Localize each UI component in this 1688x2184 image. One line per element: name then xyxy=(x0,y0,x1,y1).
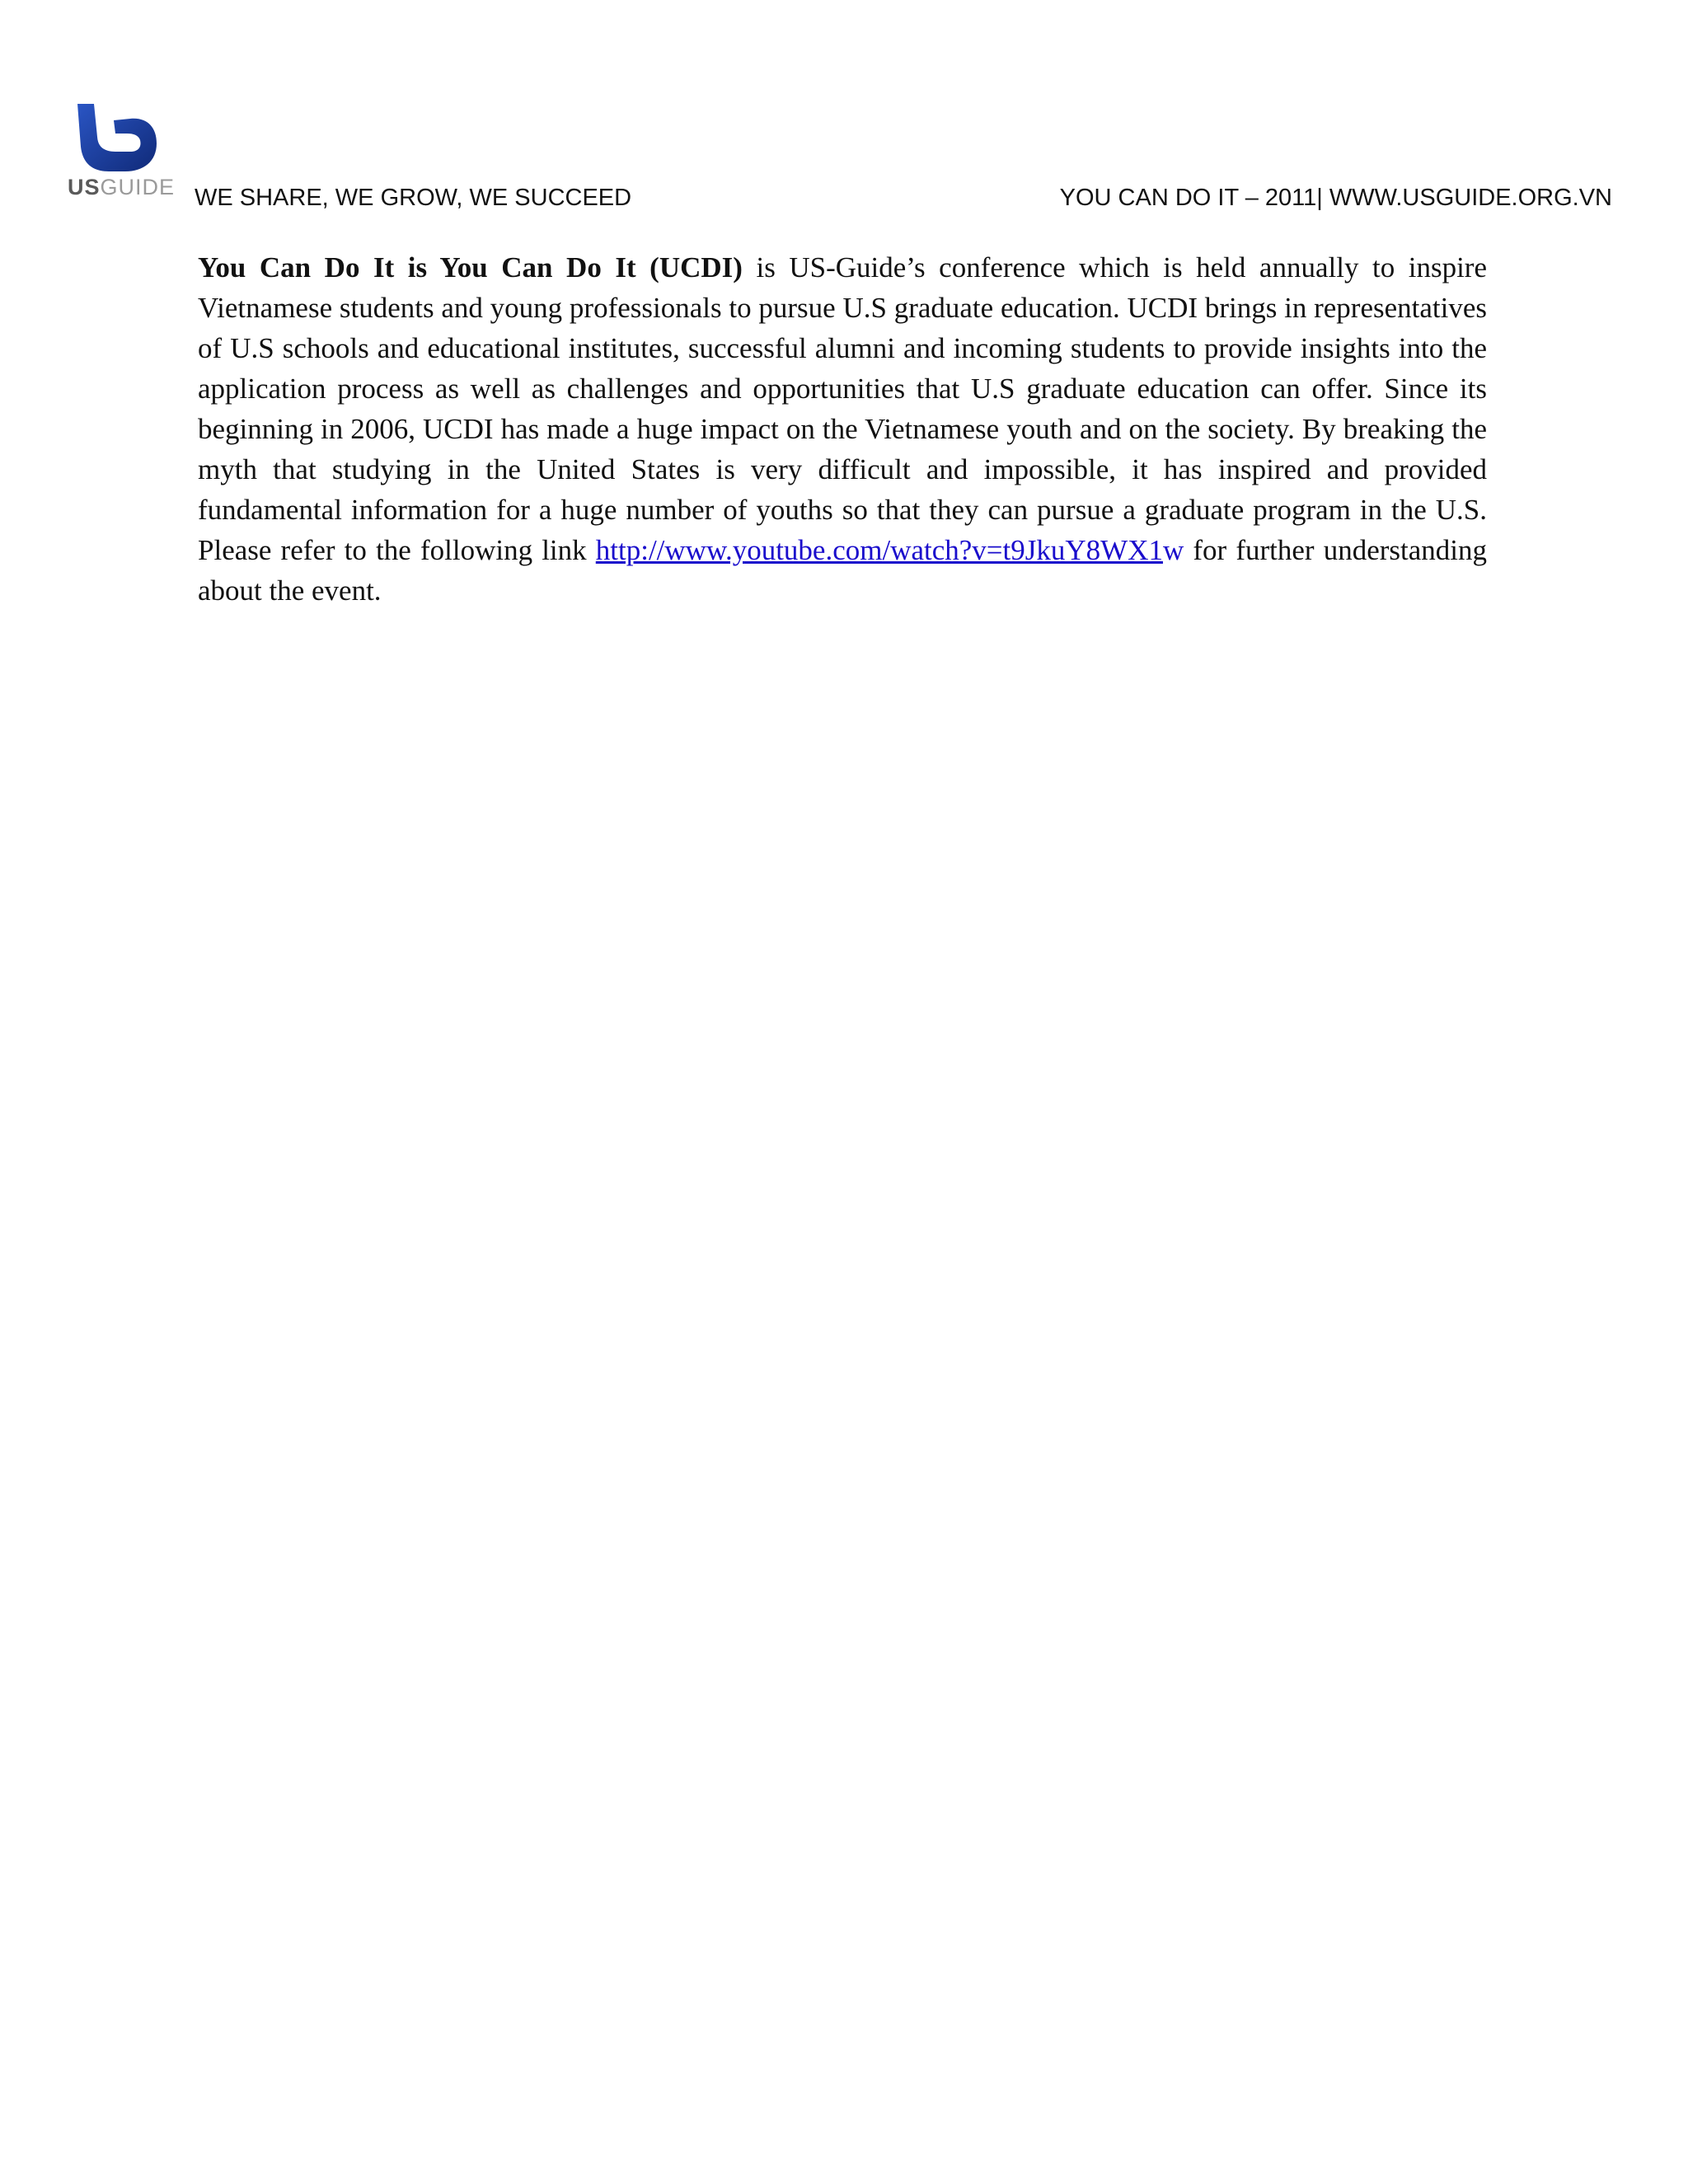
logo-text-us: US xyxy=(68,175,101,199)
paragraph-text: is US-Guide’s conference which is held annually to inspire Vietnamese students and young professionals to pursue U.S graduate education. UCDI brings in representatives of U.S schools and educational institutes, successful alumni and incoming students to provide insights into the application process as well as challenges and opportunities that U.S graduate education can offer. Since its beginning in 2006, UCDI has made a huge impact on the Vietnamese youth and on the society. By breaking the myth that studying in the United States is very difficult and impossible, it has inspired and provided fundamental information for a huge number of youths so that they can pursue a graduate program in the U.S. Please refer to the following link xyxy=(198,251,1487,566)
usguide-logo-icon xyxy=(73,101,158,175)
header-event-site: YOU CAN DO IT – 2011| WWW.USGUIDE.ORG.VN xyxy=(1059,185,1612,211)
usguide-logo xyxy=(68,101,176,201)
body-paragraph xyxy=(198,247,1487,611)
bold-lead: You Can Do It is You Can Do It (UCDI) xyxy=(198,251,743,284)
youtube-link[interactable]: http://www.youtube.com/watch?v=t9JkuY8WX1 xyxy=(595,534,1163,566)
header-tagline: WE SHARE, WE GROW, WE SUCCEED xyxy=(195,185,632,211)
logo-text-guide: GUIDE xyxy=(100,175,176,199)
paragraph-closing-text: for further understanding about the event. xyxy=(198,534,1487,607)
usguide-logo-wordmark xyxy=(68,175,175,199)
youtube-link-tail[interactable]: w xyxy=(1162,534,1184,566)
